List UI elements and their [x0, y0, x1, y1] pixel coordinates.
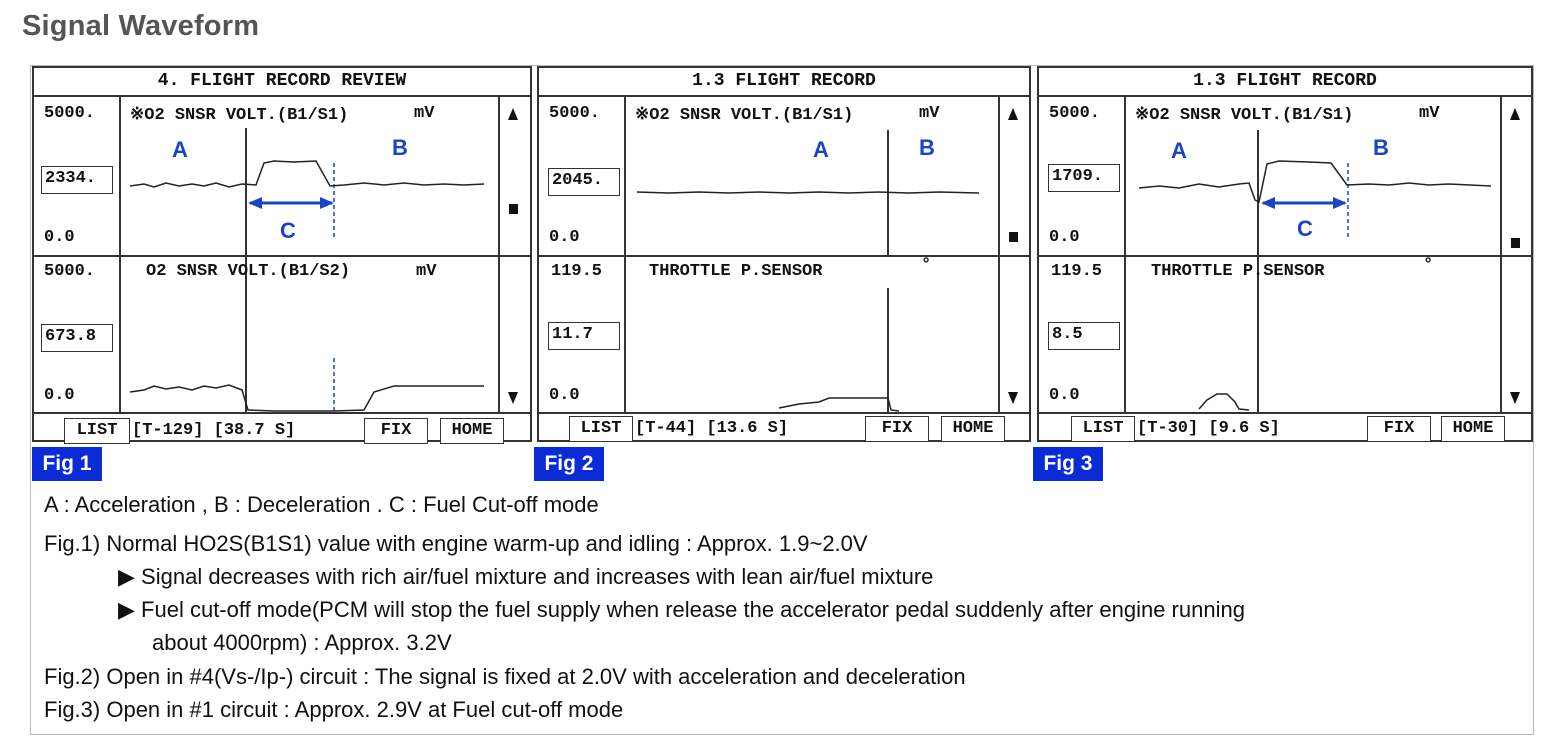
- top-min-label: 0.0: [549, 228, 580, 247]
- top-signal-label: ※O2 SNSR VOLT.(B1/S1): [130, 106, 349, 125]
- top-min-label: 0.0: [1049, 228, 1080, 247]
- scroll-thumb-icon: [1511, 238, 1520, 248]
- list-button[interactable]: LIST: [1071, 416, 1135, 442]
- scroll-thumb-icon: [509, 204, 518, 214]
- top-min-label: 0.0: [44, 228, 75, 247]
- list-button[interactable]: LIST: [569, 416, 633, 442]
- bottom-min-label: 0.0: [549, 386, 580, 405]
- home-button[interactable]: HOME: [440, 418, 504, 444]
- bottom-max-label: 119.5: [1051, 262, 1103, 281]
- bullet-arrow-icon: ▶: [118, 597, 135, 622]
- record-info: [T-30] [9.6 S]: [1137, 419, 1280, 438]
- scroll-thumb-icon: [1009, 232, 1018, 242]
- scroll-up-icon: [508, 108, 518, 120]
- scroll-up-icon: [1510, 108, 1520, 120]
- label-a: A: [813, 137, 829, 162]
- fig1-note: Fig.1) Normal HO2S(B1S1) value with engine warm-up and idling : Approx. 1.9~2.0V: [44, 531, 868, 556]
- throttle-waveform: [779, 398, 899, 411]
- throttle-waveform: [1199, 394, 1249, 410]
- top-value-box: 2334.: [41, 166, 113, 194]
- top-unit-label: mV: [1419, 104, 1440, 123]
- o2-b1s1-waveform: [130, 161, 484, 187]
- fig3-note: Fig.3) Open in #1 circuit : Approx. 2.9V at Fuel cut-off mode: [44, 697, 624, 722]
- label-a: A: [172, 137, 188, 162]
- bullet-1: [118, 564, 933, 590]
- bottom-max-label: 5000.: [44, 262, 96, 281]
- top-signal-label: ※O2 SNSR VOLT.(B1/S1): [635, 106, 854, 125]
- bullet-2: [118, 597, 1245, 623]
- arrowhead-right: [1333, 197, 1347, 209]
- bullet-1-text: Signal decreases with rich air/fuel mixture and increases with lean air/fuel mixture: [141, 564, 934, 589]
- bottom-signal-label: THROTTLE P.SENSOR: [649, 262, 823, 281]
- scope-header: 4. FLIGHT RECORD REVIEW: [34, 68, 530, 97]
- label-b: B: [392, 135, 408, 160]
- list-button[interactable]: LIST: [64, 418, 130, 444]
- bottom-value-box: 8.5: [1048, 322, 1120, 350]
- scroll-down-icon: [1008, 392, 1018, 404]
- top-value-box: 2045.: [548, 168, 620, 196]
- top-max-label: 5000.: [1049, 104, 1101, 123]
- top-value-box: 1709.: [1048, 164, 1120, 192]
- top-max-label: 5000.: [549, 104, 601, 123]
- o2-b1s2-waveform: [130, 385, 484, 411]
- home-button[interactable]: HOME: [941, 416, 1005, 442]
- fix-button[interactable]: FIX: [364, 418, 428, 444]
- scroll-up-icon: [1008, 108, 1018, 120]
- top-unit-label: mV: [414, 104, 435, 123]
- arrowhead-right: [320, 197, 334, 209]
- arrowhead-left: [248, 197, 262, 209]
- scroll-down-icon: [508, 392, 518, 404]
- record-info: [T-44] [13.6 S]: [635, 419, 789, 438]
- bottom-value-box: 11.7: [548, 322, 620, 350]
- bottom-unit-label: mV: [416, 262, 437, 281]
- fix-button[interactable]: FIX: [865, 416, 929, 442]
- top-signal-label: ※O2 SNSR VOLT.(B1/S1): [1135, 106, 1354, 125]
- fig1-tag: Fig 1: [32, 447, 102, 481]
- o2-b1s1-waveform: [637, 192, 979, 193]
- fix-button[interactable]: FIX: [1367, 416, 1431, 442]
- bullet-2-continuation: about 4000rpm) : Approx. 3.2V: [152, 630, 452, 655]
- fig2-tag: Fig 2: [534, 447, 604, 481]
- scope-header: 1.3 FLIGHT RECORD: [539, 68, 1029, 97]
- bullet-2-text: Fuel cut-off mode(PCM will stop the fuel supply when release the accelerator pedal suddenly after engine running: [141, 597, 1245, 622]
- label-c: C: [280, 218, 296, 243]
- scope-panel-fig3: [1037, 66, 1533, 442]
- home-button[interactable]: HOME: [1441, 416, 1505, 442]
- label-a: A: [1171, 138, 1187, 163]
- fig3-tag: Fig 3: [1033, 447, 1103, 481]
- scope-panel-fig1: [32, 66, 532, 442]
- scope-panel-fig2: [537, 66, 1031, 442]
- bottom-value-box: 673.8: [41, 324, 113, 352]
- top-max-label: 5000.: [44, 104, 96, 123]
- legend-line: A : Acceleration , B : Deceleration . C : Fuel Cut-off mode: [44, 492, 599, 517]
- top-unit-label: mV: [919, 104, 940, 123]
- arrowhead-left: [1261, 197, 1275, 209]
- label-c: C: [1297, 216, 1313, 241]
- bottom-min-label: 0.0: [1049, 386, 1080, 405]
- record-info: [T-129] [38.7 S]: [132, 421, 296, 440]
- bottom-signal-label: O2 SNSR VOLT.(B1/S2): [146, 262, 351, 281]
- bottom-signal-label: THROTTLE P.SENSOR: [1151, 262, 1325, 281]
- bottom-min-label: 0.0: [44, 386, 75, 405]
- scope-header: 1.3 FLIGHT RECORD: [1039, 68, 1531, 97]
- bottom-max-label: 119.5: [551, 262, 603, 281]
- label-b: B: [919, 135, 935, 160]
- page-title: Signal Waveform: [22, 10, 260, 42]
- o2-b1s1-waveform: [1139, 161, 1491, 202]
- bottom-unit-label: °: [1423, 256, 1434, 275]
- bottom-unit-label: °: [921, 256, 932, 275]
- scroll-down-icon: [1510, 392, 1520, 404]
- bullet-arrow-icon: ▶: [118, 564, 135, 589]
- label-b: B: [1373, 135, 1389, 160]
- fig2-note: Fig.2) Open in #4(Vs-/Ip-) circuit : The signal is fixed at 2.0V with acceleration and deceleration: [44, 664, 966, 689]
